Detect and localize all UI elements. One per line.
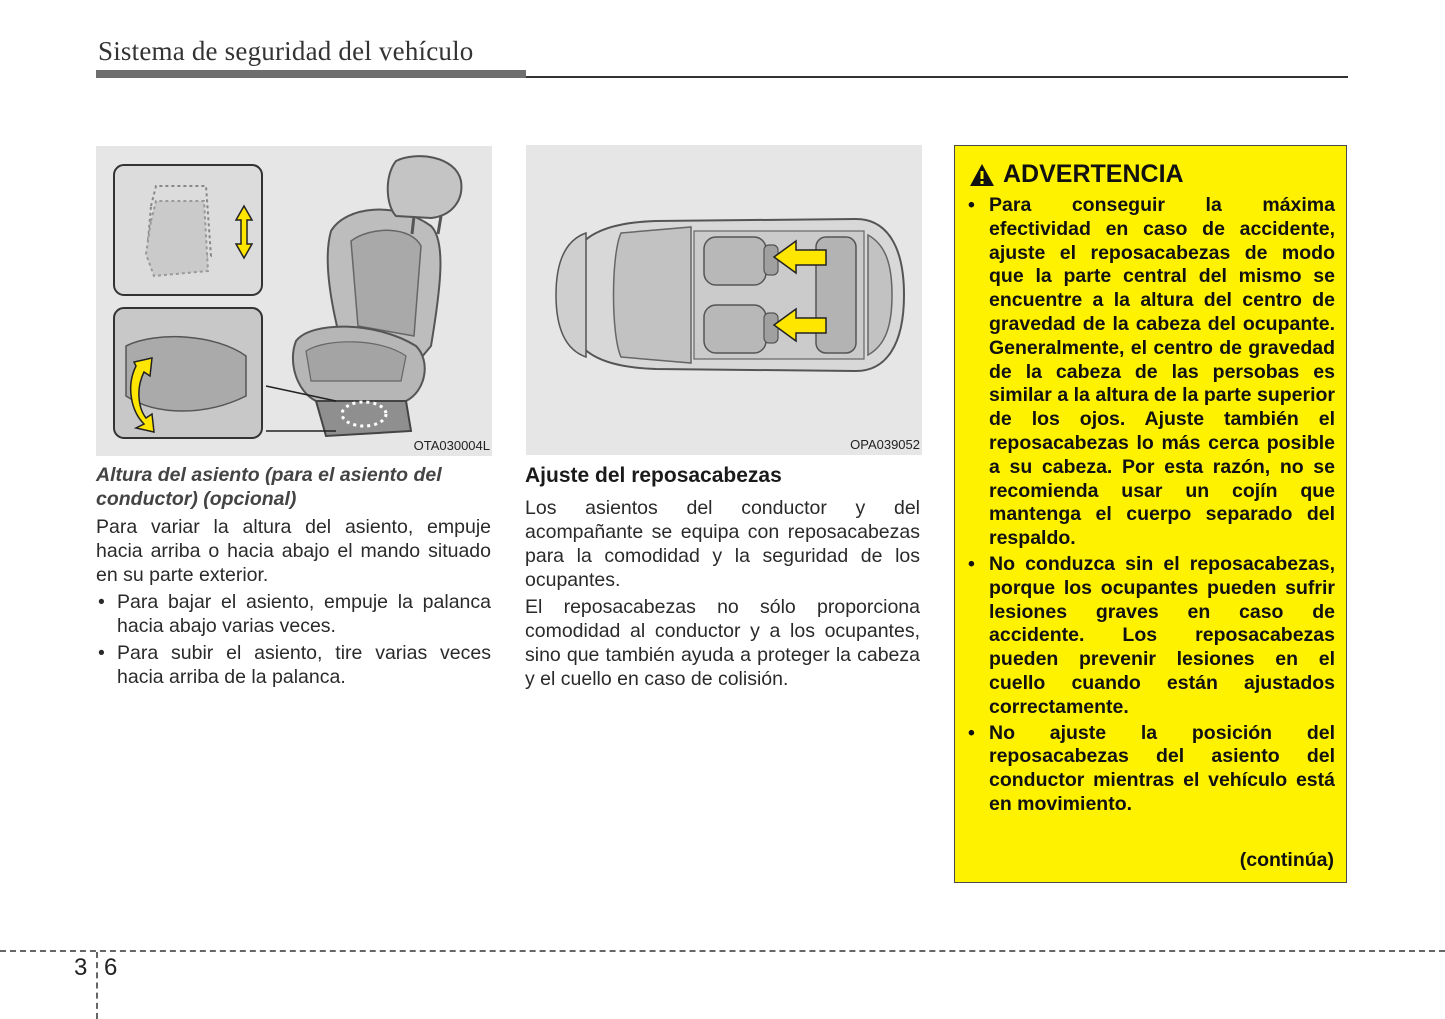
footer-vertical-divider bbox=[96, 952, 98, 1019]
body-paragraph: Los asientos del conductor y del acompañante se equipa con reposacabezas para la comodidad y la seguridad de los ocupantes. bbox=[525, 497, 920, 591]
header-rule bbox=[96, 70, 526, 78]
seat-height-section bbox=[96, 463, 491, 692]
list-item: • Para bajar el asiento, empuje la palanca hacia abajo varias veces. bbox=[96, 590, 491, 638]
page-header-title: Sistema de seguridad del vehículo bbox=[98, 36, 474, 66]
section-heading: Ajuste del reposacabezas bbox=[525, 464, 782, 487]
page-number: 6 bbox=[104, 954, 118, 981]
chapter-number: 3 bbox=[74, 954, 88, 981]
headrest-car-illustration bbox=[526, 145, 922, 455]
list-item: • Para conseguir la máxima efectividad en caso de accidente, ajuste el reposacabezas de modo que la parte central del mismo se encuentre a la altura del centro de gravedad de la cabeza del ocupante. Generalmente, el centro de gravedad de la cabeza de las persobas es similar a la altura de la parte superior de los ojos. Ajuste también el reposacabezas lo más cerca posible a su cabeza. Por esta razón, no se recomienda usar un cojín que mantenga el cuerpo separado del respaldo. bbox=[967, 194, 1335, 551]
body-paragraph: Para variar la altura del asiento, empuje hacia arriba o hacia abajo el mando situado en su parte exterior. bbox=[96, 516, 491, 586]
seat-illustration-svg bbox=[96, 146, 492, 456]
warning-title bbox=[969, 160, 1184, 189]
seat-height-illustration bbox=[96, 146, 492, 456]
warning-triangle-icon bbox=[969, 163, 995, 187]
footer-divider bbox=[0, 950, 1445, 952]
header-rule-thin bbox=[526, 76, 1348, 78]
figure-code: OTA030004L bbox=[413, 438, 490, 453]
continued-label: (continúa) bbox=[1239, 849, 1334, 871]
car-top-view-svg bbox=[526, 145, 922, 455]
list-item: • No ajuste la posición del reposacabezas del asiento del conductor mientras el vehículo está en movimiento. bbox=[967, 722, 1335, 817]
body-paragraph: El reposacabezas no sólo proporciona comodidad al conductor y a los ocupantes, sino que también ayuda a proteger la cabeza y el cuello en caso de colisión. bbox=[525, 596, 920, 690]
list-item: • No conduzca sin el reposacabezas, porque los ocupantes pueden sufrir lesiones graves en caso de accidente. Los reposacabezas pueden prevenir lesiones en el cuello cuando están ajustados correctamente. bbox=[967, 553, 1335, 720]
warning-list bbox=[967, 194, 1335, 819]
warning-title-text: ADVERTENCIA bbox=[1003, 160, 1184, 188]
warning-box bbox=[954, 145, 1347, 883]
list-item: • Para subir el asiento, tire varias veces hacia arriba de la palanca. bbox=[96, 641, 491, 689]
figure-caption: Altura del asiento (para el asiento del conductor) (opcional) bbox=[96, 464, 442, 510]
bullet-list bbox=[96, 590, 491, 689]
figure-code: OPA039052 bbox=[850, 437, 920, 452]
headrest-section bbox=[525, 463, 920, 694]
